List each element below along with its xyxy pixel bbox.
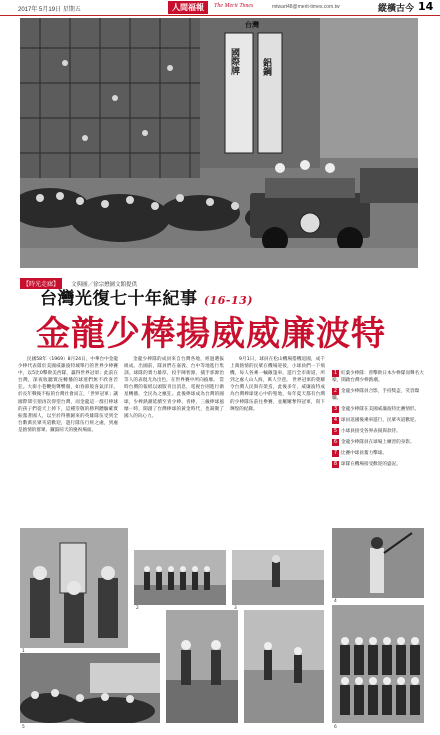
body-paragraph-2: 金龍少棒隊的成員來自台灣各地，經過選拔組成。出國前，隊員們在嘉義、台中等地進行集訓。球隊的實力雄厚，投手陳智源、捕手郭源治等人的表現尤為出色，在世界賽中所向披靡。 當時台灣的報紙以頭版刊出消息，電視台則進行衛星轉播，全民為之瘋狂。此後棒球成為台灣的國球，少棒熱潮延續至青少棒、青棒，三級棒球風靡一時，開創了台灣棒球的黃金時代，也凝聚了國人的向心力。 [124,357,224,419]
headline-main: 金龍少棒揚威威廉波特 [36,314,386,354]
headline-series-title: 台灣光復七十年紀事 [40,289,198,309]
body-paragraph-1: 民國58年（1969）8月24日，中華台中金龍少棒代表隊於美國威廉波特城舉行的世界少棒賽中，以5比0擊敗美西隊，贏得世界冠軍；此前在台灣，深夜收聽實況轉播的球迷們無不欣喜若狂。大街小巷鞭炮聲響徹，如春節般喜氣洋洋。 於長年戰後不振的台灣社會而言，「世界冠軍」讓國際間引頸再次仰望台灣，而金龍這一群打棒球的孩子們從天上掉下，這種崇敬的勝利體驗確實振奮著國人，以至於得勝歸來的英雄隊伍受到全台數萬民眾夾道歡迎，遊行隊伍行經之處，到處是熱情的群眾、鑼鼓喧天的慶祝場面。 [18,357,118,433]
photo-number: 4 [334,599,337,604]
body-paragraph-3: 9月1日，球員在松山機場搭機返國，成千上萬熱情的民眾在機場迎接，小球員們一下飛機，每人各乘一輛敞篷車，遊行全市街道，所到之處人山人海，萬人空巷。 世界冠軍的榮耀令台灣人民與有榮焉，此後多年，威廉波特成為台灣棒球迷心中的聖地，每年夏天都有台灣的少棒隊伍前往參賽，並屢屢奪得冠軍，寫下輝煌的紀錄。 [230,357,325,412]
body-column-3 [230,356,325,546]
photo-number: 5 [22,725,25,730]
sign-text-1: 國際牌 [229,48,239,75]
body-column-2 [124,356,224,546]
photo-number: 2 [136,606,139,611]
publish-date: 2017年 5月19日 星期五 [18,7,81,13]
photo-caption-list [332,370,424,472]
photo-number: 3 [234,606,237,611]
headline-series-number: (16-13) [203,294,254,307]
contact-email: mtwart48@merit-times.com.tw [272,4,340,10]
section-title: 縱橫古今 [378,4,415,14]
photo-airport-crowd [20,653,160,723]
photo-trophy-team [20,528,128,648]
caption-item: 3 金龍少棒隊在美國威廉波特比賽情形。 [333,406,420,412]
photo-batter [332,528,424,598]
caption-item: 8 球隊在機場接受歡迎的盛況。 [333,461,401,467]
caption-item: 5 小球員接受各界表揚與款待。 [333,428,401,434]
caption-item: 1 紅葉少棒隊：曾擊敗日本少棒隊而聲名大噪，開啟台灣少棒熱潮。 [332,370,424,383]
credit-caption: 文與圖／徐宗懋圖文館提供 [71,282,138,288]
page-header [0,0,440,16]
caption-item: 2 金龍少棒隊員合影，手持獎盃，笑容燦爛。 [332,388,420,401]
newspaper-english-name: The Merit Times [214,3,254,9]
main-photo-parade [20,18,418,268]
photo-team-portrait [332,605,424,723]
photo-ceremony [166,610,238,723]
column-tag: 【時光走廊】 [20,278,62,289]
body-column-1 [18,356,118,546]
photo-players-field [244,610,324,723]
photo-team-group [134,550,226,605]
caption-item: 6 金龍少棒隊員在球場上練習的身影。 [333,439,415,445]
sign-text-top: 台灣 [245,21,259,29]
page-number: 14 [418,0,434,13]
caption-item: 4 球員返國後乘車遊行，民眾夾道歡迎。 [333,417,420,423]
newspaper-logo: 人間福報 [168,1,208,14]
caption-item: 7 比賽中球員奮力擊球。 [333,450,387,456]
photo-baseball-field [232,550,324,605]
sign-text-2: 鋁鋼 [261,58,271,76]
photo-number: 6 [334,725,337,730]
photo-number: 1 [22,649,25,654]
